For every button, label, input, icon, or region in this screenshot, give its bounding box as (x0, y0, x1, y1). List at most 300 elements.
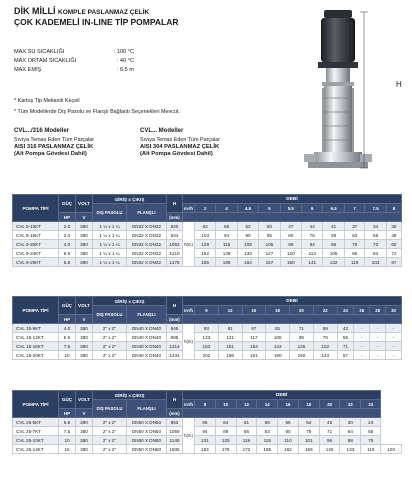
cell-h: 1334 (167, 351, 183, 360)
cell-h: 1505 (167, 445, 183, 454)
cell-h: 1059 (167, 427, 183, 436)
header-outer: DIŞ PASOLU (93, 400, 127, 418)
cell-power: 7.5 (59, 427, 76, 436)
header-h-unit: (mm) (167, 409, 183, 418)
head-unit: h(m) (183, 418, 195, 454)
cell-head: 85 (259, 231, 280, 240)
cell-outer: 2" x 2" (93, 427, 127, 436)
header-power-unit: HP (59, 409, 76, 418)
header-outer: DIŞ PASOLU (93, 306, 127, 324)
header-volt-unit: V (76, 315, 93, 324)
cell-outer: 2" x 2" (93, 351, 127, 360)
cell-head: 44 (302, 222, 323, 231)
cell-head: - (386, 324, 402, 333)
cell-head: 60 (386, 240, 401, 249)
cell-head: - (370, 342, 386, 351)
notes (14, 96, 180, 118)
flow-value: 2 (195, 204, 216, 213)
head-unit: h(m) (183, 324, 195, 360)
cell-head: 55 (216, 222, 237, 231)
spec-row: MAX EMİŞ : 6.5 m (14, 67, 134, 73)
cell-flange: DN40 X DN40 (127, 342, 167, 351)
cell-head: 185 (195, 258, 216, 267)
flow-value: 24 (361, 400, 381, 409)
cell-flange: DN32 X DN32 (127, 249, 167, 258)
flow-value: 7 (344, 204, 365, 213)
cell-head: 125 (290, 342, 314, 351)
cell-volt: 380 (76, 351, 93, 360)
cell-head: 162 (278, 445, 299, 454)
cell-power: 15 (59, 445, 76, 454)
cell-head: 120 (280, 249, 301, 258)
cell-head: 30 (386, 222, 401, 231)
cell-head: 156 (298, 445, 319, 454)
cell-flange: DN40 X DN40 (127, 351, 167, 360)
cell-power: 4.0 (59, 240, 76, 249)
cell-head: 168 (216, 258, 237, 267)
table-row (13, 249, 402, 258)
cell-flange: DN32 X DN32 (127, 231, 167, 240)
cell-head: 91 (218, 324, 242, 333)
cell-head: 95 (290, 333, 314, 342)
cell-head: 115 (257, 436, 278, 445)
header-h-unit: (mm) (167, 315, 183, 324)
cell-head: - (386, 342, 402, 351)
cell-flange: DN50 X DN50 (127, 445, 167, 454)
flow-value: 5 (259, 204, 280, 213)
cell-head: 99 (280, 240, 301, 249)
cell-head: 34 (365, 222, 386, 231)
table-row (13, 418, 402, 427)
header-spacer (183, 213, 402, 222)
cell-head: 56 (365, 231, 386, 240)
cell-flange: DN40 X DN40 (127, 324, 167, 333)
cell-head: 178 (215, 445, 236, 454)
performance-table-cvl15 (12, 296, 402, 360)
cell-power: 5.5 (59, 249, 76, 258)
cell-head: 105 (259, 240, 280, 249)
cell-h: 988 (167, 333, 183, 342)
cell-head: - (370, 351, 386, 360)
cell-outer: 1 ¼ x 1 ¼ (93, 258, 127, 267)
cell-h: 1149 (167, 436, 183, 445)
header-volt: VOLT (76, 297, 93, 315)
flow-value: 12 (236, 400, 257, 409)
cell-head: 115 (216, 240, 237, 249)
header-h: H (167, 391, 183, 409)
cell-head: 90 (237, 231, 258, 240)
cell-head: 145 (319, 445, 340, 454)
table-row (13, 324, 402, 333)
page-subtitle: ÇOK KADEMELİ IN-LINE TİP POMPALAR (14, 17, 179, 27)
cell-volt: 380 (76, 333, 93, 342)
cell-power: 10 (59, 436, 76, 445)
flow-value: 9 (195, 306, 219, 315)
cell-power: 10 (59, 351, 76, 360)
cell-head: 47 (280, 222, 301, 231)
cell-model: CVL 25-7KT (13, 427, 59, 436)
header-flange: FLANŞLI (127, 306, 167, 324)
table-row (13, 436, 402, 445)
cell-head: 141 (302, 258, 323, 267)
cell-volt: 380 (76, 249, 93, 258)
cell-head: 59 (313, 324, 337, 333)
cell-outer: 2" x 2" (93, 418, 127, 427)
cell-head: 78 (313, 333, 337, 342)
cell-head: - (386, 333, 402, 342)
cell-head: 78 (298, 427, 319, 436)
cell-h: 820 (167, 222, 183, 231)
cell-head: 45 (319, 418, 340, 427)
cell-head: 121 (218, 333, 242, 342)
cell-head: 24 (361, 418, 381, 427)
cell-head: 198 (218, 351, 242, 360)
cell-h: 845 (167, 324, 183, 333)
cell-head: 127 (259, 249, 280, 258)
flow-value: 28 (370, 306, 386, 315)
flow-value: 12 (218, 306, 242, 315)
cell-head: 61 (236, 418, 257, 427)
flow-value: 5.5 (280, 204, 301, 213)
flow-value: 8 (386, 204, 401, 213)
cell-head: 117 (242, 333, 266, 342)
header-inout: GİRİŞ x ÇIKIŞ (93, 195, 167, 204)
spec-list (14, 48, 134, 75)
cell-head: 81 (266, 324, 290, 333)
cell-head: 30 (340, 418, 361, 427)
cell-head: 80 (280, 231, 301, 240)
pump-image (300, 8, 378, 178)
cell-model: CVL 15-12KT (13, 333, 59, 342)
cell-outer: 1 ¼ x 1 ¼ (93, 231, 127, 240)
table-row (13, 240, 402, 249)
cell-model: CVL 9-29KT (13, 258, 59, 267)
cell-head: 131 (195, 436, 216, 445)
cell-outer: 2" x 2" (93, 342, 127, 351)
cell-h: 944 (167, 231, 183, 240)
cell-head: - (354, 333, 370, 342)
header-debi: DEBİ (183, 297, 402, 306)
cell-head: 118 (361, 445, 381, 454)
cell-head: 163 (195, 342, 219, 351)
cell-head: 72 (386, 249, 401, 258)
flow-value: 10 (215, 400, 236, 409)
cell-head: 105 (323, 249, 344, 258)
flow-value: 20 (319, 400, 340, 409)
header-spacer (183, 315, 402, 324)
cell-model: CVL 9-16KT (13, 231, 59, 240)
cell-volt: 380 (76, 445, 93, 454)
cell-model: CVL 25-14KT (13, 445, 59, 454)
header-h: H (167, 195, 183, 213)
cell-head: 86 (323, 240, 344, 249)
flow-value: 20 (290, 306, 314, 315)
cell-head: 202 (195, 351, 219, 360)
cell-volt: 380 (76, 258, 93, 267)
height-label: H (396, 80, 402, 89)
cell-head: 56 (278, 418, 299, 427)
table-row (13, 427, 402, 436)
header-model: POMPA TİPİ (13, 195, 59, 222)
table-row (13, 222, 402, 231)
cell-model: CVL 9-10KT (13, 222, 59, 231)
cell-head: 58 (257, 418, 278, 427)
cell-head: 48 (386, 231, 401, 240)
cell-head: 138 (216, 249, 237, 258)
cell-model: CVL 25-10KT (13, 436, 59, 445)
header-inout: GİRİŞ x ÇIKIŞ (93, 297, 167, 306)
cell-head: 89 (215, 427, 236, 436)
cell-volt: 380 (76, 231, 93, 240)
flow-value: 26 (354, 306, 370, 315)
cell-outer: 2" x 2" (93, 324, 127, 333)
flow-value: 4 (216, 204, 237, 213)
header-flange: FLANŞLI (127, 400, 167, 418)
head-unit: h(m) (183, 222, 195, 267)
cell-head: 96 (344, 249, 365, 258)
cell-head: 96 (319, 436, 340, 445)
cell-head: 87 (242, 324, 266, 333)
cell-head: 87 (386, 258, 401, 267)
cell-head: - (370, 324, 386, 333)
cell-head: 119 (344, 258, 365, 267)
cell-head: 93 (195, 324, 219, 333)
cell-head: 108 (266, 333, 290, 342)
cell-model: CVL 25-5KT (13, 418, 59, 427)
header-debi: DEBİ (183, 391, 381, 400)
cell-head: 97 (337, 351, 354, 360)
cell-head: 94 (302, 240, 323, 249)
cell-head: 119 (236, 436, 257, 445)
cell-volt: 380 (76, 342, 93, 351)
spec-row: MAX ORTAM SICAKLIĞI : 40 °C (14, 58, 134, 64)
cell-head: 75 (302, 231, 323, 240)
cell-head: 123 (195, 333, 219, 342)
header-power: GÜÇ (59, 195, 76, 213)
flow-value: 18 (266, 306, 290, 315)
cell-volt: 380 (76, 418, 93, 427)
cell-flange: DN32 X DN32 (127, 258, 167, 267)
page-title: DİK MİLLİ KOMPLE PASLANMAZ ÇELİK (14, 6, 150, 16)
flow-value: 8 (195, 400, 216, 409)
cell-head: 150 (280, 258, 301, 267)
cell-head: 133 (237, 249, 258, 258)
cell-h: 1375 (167, 258, 183, 267)
cell-head: 172 (236, 445, 257, 454)
cell-head: 80 (278, 427, 299, 436)
cell-head: - (354, 351, 370, 360)
header-model: POMPA TİPİ (13, 391, 59, 418)
cell-head: 103 (365, 258, 386, 267)
cell-head: 183 (195, 445, 216, 454)
cell-head: 37 (344, 222, 365, 231)
cell-outer: 2" x 2" (93, 436, 127, 445)
cell-head: 42 (337, 324, 354, 333)
cell-outer: 1 ¼ x 1 ¼ (93, 240, 127, 249)
cell-head: 71 (290, 324, 314, 333)
cell-head: 84 (365, 249, 386, 258)
cell-head: 56 (361, 427, 381, 436)
cell-h: 1214 (167, 342, 183, 351)
cell-model: CVL 15-20KT (13, 351, 59, 360)
note-item: * Kartuş Tip Mekanik Keçeli (14, 98, 80, 104)
cell-outer: 1 ¼ x 1 ¼ (93, 249, 127, 258)
cell-head: 71 (337, 342, 354, 351)
cell-head: - (354, 324, 370, 333)
cell-head: 129 (195, 240, 216, 249)
header-flow-unit: m³/h (183, 205, 194, 211)
flow-value: 7.5 (365, 204, 386, 213)
header-inout: GİRİŞ x ÇIKIŞ (93, 391, 167, 400)
cell-head: 101 (298, 436, 319, 445)
cell-power: 7.5 (59, 342, 76, 351)
cell-head: 103 (381, 445, 402, 454)
cell-head: 53 (237, 222, 258, 231)
cell-head: 50 (259, 222, 280, 231)
cell-h: 1052 (167, 240, 183, 249)
cell-head: - (354, 342, 370, 351)
cell-head: 64 (215, 418, 236, 427)
cell-head: 102 (313, 342, 337, 351)
flow-value: 18 (298, 400, 319, 409)
cell-head: 103 (195, 231, 216, 240)
cell-outer: 2" x 2" (93, 445, 127, 454)
header-volt-unit: V (76, 409, 93, 418)
cell-outer: 2" x 2" (93, 333, 127, 342)
cell-head: 152 (195, 249, 216, 258)
cell-volt: 380 (76, 240, 93, 249)
header-volt: VOLT (76, 195, 93, 213)
header-flange: FLANŞLI (127, 204, 167, 222)
cell-h: 1210 (167, 249, 183, 258)
cell-head: 83 (257, 427, 278, 436)
flow-value: 15 (242, 306, 266, 315)
cell-head: 113 (302, 249, 323, 258)
cell-model: CVL 15-9KT (13, 324, 59, 333)
cell-flange: DN50 X DN50 (127, 427, 167, 436)
cell-head: 154 (242, 342, 266, 351)
flow-value: 24 (337, 306, 354, 315)
cell-flange: DN32 X DN32 (127, 222, 167, 231)
cell-head: 133 (340, 445, 361, 454)
cell-head: 164 (237, 258, 258, 267)
cell-model: CVL 9-24KT (13, 249, 59, 258)
cell-power: 4.0 (59, 324, 76, 333)
cell-flange: DN32 X DN32 (127, 240, 167, 249)
header-volt: VOLT (76, 391, 93, 409)
cell-head: 64 (340, 427, 361, 436)
cell-head: 55 (337, 333, 354, 342)
cell-flange: DN50 X DN50 (127, 436, 167, 445)
model-note-316: CVL.../316 Modeller Sıvıya Temas Eden Tüm Parçalar AISI 316 PASLANMAZ ÇELİK (Alt Pompa Gövdesi Dahil) (14, 128, 95, 157)
table-row (13, 333, 402, 342)
cell-head: 165 (257, 445, 278, 454)
cell-head: 133 (313, 351, 337, 360)
cell-head: 110 (278, 436, 299, 445)
cell-flange: DN50 X DN50 (127, 418, 167, 427)
cell-head: 160 (290, 351, 314, 360)
flow-value: 6 (302, 204, 323, 213)
header-spacer (183, 409, 381, 418)
cell-head: 66 (195, 418, 216, 427)
cell-head: 125 (215, 436, 236, 445)
cell-model: CVL 9-20KT (13, 240, 59, 249)
cell-outer: 1 ¼ x 1 ¼ (93, 222, 127, 231)
cell-head: 69 (323, 231, 344, 240)
flow-value: 22 (313, 306, 337, 315)
model-note-304: CVL... Modeller Sıvıya Temas Eden Tüm Parçalar AISI 304 PASLANMAZ ÇELİK (Alt Pompa Gövdesi Dahil) (140, 128, 221, 157)
cell-head: 78 (344, 240, 365, 249)
cell-head: 157 (259, 258, 280, 267)
header-power: GÜÇ (59, 391, 76, 409)
flow-value: 16 (278, 400, 299, 409)
flow-value: 4.5 (237, 204, 258, 213)
cell-head: 191 (242, 351, 266, 360)
cell-head: 132 (323, 258, 344, 267)
flow-value: 6.5 (323, 204, 344, 213)
cell-power: 5.5 (59, 418, 76, 427)
note-item: * Tüm Modellerde Dış Pasolu ve Flanşlı Bağlantı Seçenekleri Mevcut. (14, 109, 180, 115)
cell-head: 94 (195, 427, 216, 436)
flow-value: 14 (257, 400, 278, 409)
table-row (13, 342, 402, 351)
header-power-unit: HP (59, 213, 76, 222)
header-flow-unit: m³/h (183, 401, 194, 407)
spec-row: MAX SU SICAKLIĞI : 100 °C (14, 49, 134, 55)
cell-head: 109 (237, 240, 258, 249)
header-outer: DIŞ PASOLU (93, 204, 127, 222)
cell-head: 63 (344, 231, 365, 240)
cell-power: 5.5 (59, 258, 76, 267)
cell-flange: DN40 X DN40 (127, 333, 167, 342)
cell-head: 70 (365, 240, 386, 249)
cell-power: 3.0 (59, 231, 76, 240)
cell-head: 88 (340, 436, 361, 445)
cell-power: 5.5 (59, 333, 76, 342)
performance-table-cvl25 (12, 390, 402, 454)
table-row (13, 258, 402, 267)
header-debi: DEBİ (183, 195, 402, 204)
header-flow-unit: m³/h (183, 307, 194, 313)
cell-head: 94 (216, 231, 237, 240)
cell-volt: 380 (76, 222, 93, 231)
cell-head: 161 (218, 342, 242, 351)
header-volt-unit: V (76, 213, 93, 222)
header-power: GÜÇ (59, 297, 76, 315)
cell-power: 2.0 (59, 222, 76, 231)
flow-value: 30 (386, 306, 402, 315)
table-row (13, 351, 402, 360)
table-row (13, 231, 402, 240)
cell-head: - (386, 351, 402, 360)
cell-head: 86 (236, 427, 257, 436)
cell-head: 62 (195, 222, 216, 231)
cell-head: 41 (323, 222, 344, 231)
cell-head: 54 (298, 418, 319, 427)
cell-model: CVL 15-16KT (13, 342, 59, 351)
performance-table-cvl9 (12, 194, 402, 267)
header-h: H (167, 297, 183, 315)
cell-head: 143 (266, 342, 290, 351)
flow-value: 22 (340, 400, 361, 409)
header-power-unit: HP (59, 315, 76, 324)
cell-head: 180 (266, 351, 290, 360)
table-row (13, 445, 402, 454)
header-model: POMPA TİPİ (13, 297, 59, 324)
cell-volt: 380 (76, 324, 93, 333)
cell-head: 75 (361, 436, 381, 445)
cell-volt: 380 (76, 427, 93, 436)
